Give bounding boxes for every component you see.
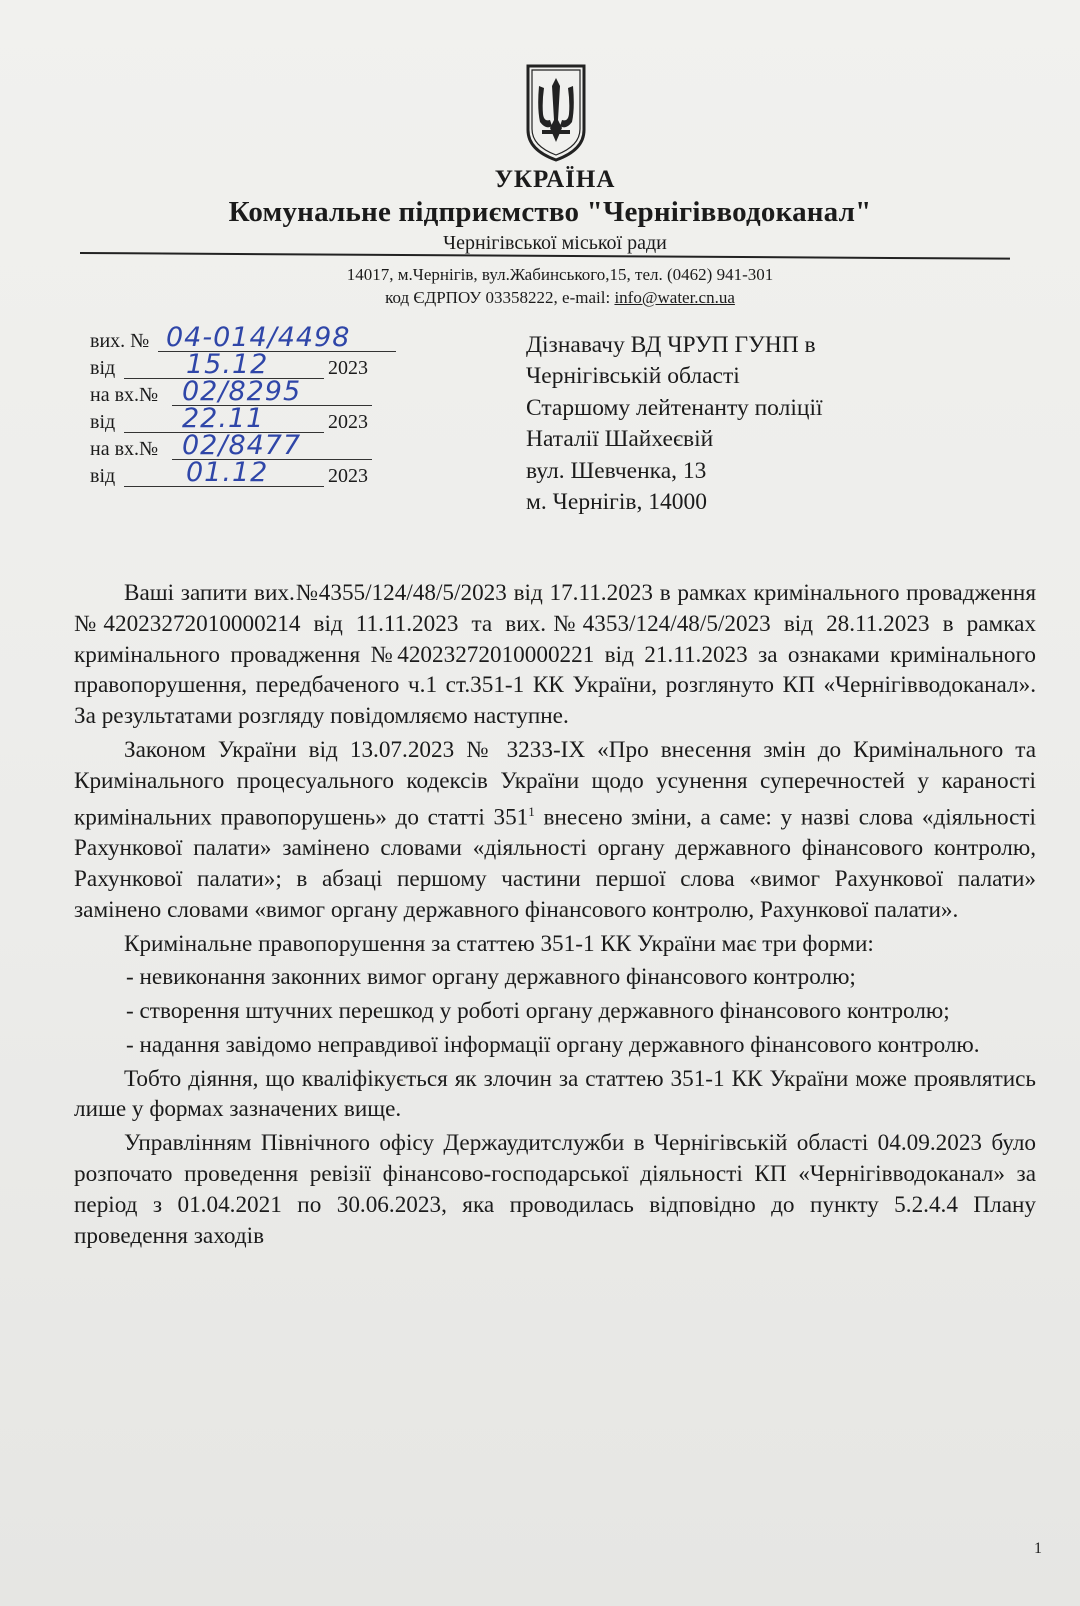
form-list-item-2: - створення штучних перешкод у роботі органу державного фінансового контролю; xyxy=(126,998,950,1025)
letter-body xyxy=(74,578,1036,1254)
paragraph-law-amendment-part-b: внесено зміни, а саме: у назві слова «діяльності Рахункової палати» замінено словами «діяльності органу державного фінансового контролю, Рахункової палати»; в абзаці першому частини першої слова «вимог Рахункової палати» замінено словами «вимог органу державного фінансового контролю, Рахункової палати». xyxy=(74,804,1036,923)
recipient-line: Чернігівській області xyxy=(526,363,740,390)
paragraph-law-amendment-part-a: Законом України від 13.07.2023 № 3233-IX «Про внесення змін до Кримінального та Кримінального процесуального кодексів України щодо усунення суперечностей у караності кримінальних правопорушень» до статті 351 xyxy=(74,736,1036,831)
recipient-line: вул. Шевченка, 13 xyxy=(526,457,707,484)
recipient-line: м. Чернігів, 14000 xyxy=(526,489,707,516)
organization-email: info@water.cn.ua xyxy=(614,288,735,307)
article-superscript: 1 xyxy=(528,803,535,819)
recipient-line: Дізнавачу ВД ЧРУП ГУНП в xyxy=(526,332,816,358)
registration-block xyxy=(90,322,410,490)
outgoing-number-label: вих. № xyxy=(90,330,150,352)
recipient-line: Старшому лейтенанту поліції xyxy=(526,394,823,421)
incoming-number-label-1: на вх.№ xyxy=(90,384,159,406)
outgoing-date-label: від xyxy=(90,357,116,379)
paragraph-law-amendment xyxy=(74,735,1036,926)
outgoing-year: 2023 xyxy=(328,357,368,379)
country-name: УКРАЇНА xyxy=(494,166,616,193)
recipient-line: Наталії Шайхеєвій xyxy=(526,426,714,453)
incoming-date-label-1: від xyxy=(90,411,116,433)
incoming-date-row-2 xyxy=(90,457,410,490)
organization-subtitle: Чернігівської міської ради xyxy=(443,232,667,254)
page-number: 1 xyxy=(1034,1540,1042,1557)
form-list-item-1: - невиконання законних вимог органу державного фінансового контролю; xyxy=(126,964,856,991)
incoming-number-value-1: 02/8295 xyxy=(182,376,302,407)
outgoing-date-value: 15.12 xyxy=(186,349,269,380)
form-list-item-3: - надання завідомо неправдивої інформації органу державного фінансового контролю. xyxy=(126,1031,980,1058)
incoming-year-2: 2023 xyxy=(328,465,368,487)
incoming-date-label-2: від xyxy=(90,465,116,487)
incoming-date-value-1: 22.11 xyxy=(182,403,265,434)
paragraph-requests: Ваші запити вих.№4355/124/48/5/2023 від 17.11.2023 в рамках кримінального провадження №42023272010000214 від 11.11.2023 та вих.№4353/124/48/5/2023 від 28.11.2023 в рамках кримінального провадження №42023272010000221 від 21.11.2023 за ознаками кримінального правопорушення, передбаченого ч.1 ст.351-1 КК України, розглянуто КП «Чернігівводоканал». За результатами розгляду повідомляємо наступне. xyxy=(74,580,1036,730)
incoming-date-value-2: 01.12 xyxy=(186,457,269,488)
paragraph-three-forms: Кримінальне правопорушення за статтею 351-1 КК України має три форми: xyxy=(124,930,874,957)
incoming-number-value-2: 02/8477 xyxy=(182,430,302,461)
paragraph-audit: Управлінням Північного офісу Держаудитслужби в Чернігівській області 04.09.2023 було розпочато проведення ревізії фінансово-господарської діяльності КП «Чернігівводоканал» за період з 01.04.2021 по 30.06.2023, яка проводилась відповідно до пункту 5.2.4.4 Плану проведення заходів xyxy=(74,1130,1036,1249)
organization-code-email xyxy=(0,288,1080,308)
outgoing-number-value: 04-014/4498 xyxy=(166,322,351,353)
paragraph-conclusion: Тобто діяння, що кваліфікується як злочин за статтею 351-1 КК України може проявлятись лише у формах зазначених вище. xyxy=(74,1065,1036,1123)
recipient-block xyxy=(526,330,823,518)
incoming-number-label-2: на вх.№ xyxy=(90,438,159,460)
organization-name: Комунальне підприємство "Чернігівводоканал" xyxy=(228,196,872,228)
trident-emblem-icon xyxy=(522,60,590,164)
incoming-year-1: 2023 xyxy=(328,411,368,433)
organization-code: код ЄДРПОУ 03358222, e-mail: xyxy=(385,288,615,307)
organization-address: 14017, м.Чернігів, вул.Жабинського,15, тел. (0462) 941-301 xyxy=(346,265,774,284)
